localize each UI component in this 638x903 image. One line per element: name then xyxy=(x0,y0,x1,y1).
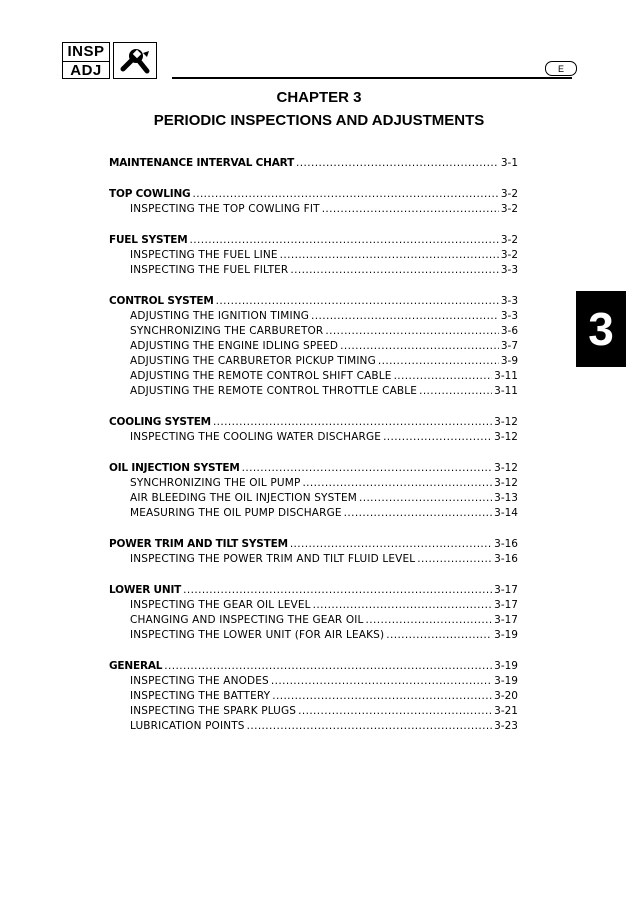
dot-leader xyxy=(271,674,492,689)
toc-subentry-page: 3-9 xyxy=(500,355,518,367)
toc-subentry-title: MEASURING THE OIL PUMP DISCHARGE xyxy=(130,507,342,519)
toc-section-entry-page: 3-2 xyxy=(500,188,518,200)
dot-leader xyxy=(366,613,493,628)
dot-leader xyxy=(272,689,492,704)
chapter-title: CHAPTER 3 xyxy=(276,89,362,106)
toc-section xyxy=(109,461,518,521)
toc-section-entry-title: FUEL SYSTEM xyxy=(109,234,188,246)
toc-subentry-page: 3-7 xyxy=(500,340,518,352)
dot-leader xyxy=(290,537,492,552)
toc-section-entry-title: COOLING SYSTEM xyxy=(109,416,211,428)
toc-subentry-page: 3-23 xyxy=(494,720,518,732)
toc-subentry[interactable] xyxy=(109,309,518,324)
toc-subentry-page: 3-12 xyxy=(494,431,518,443)
toc-section xyxy=(109,233,518,278)
toc-section-entry-page: 3-2 xyxy=(500,234,518,246)
toc-subentry-page: 3-3 xyxy=(500,310,518,322)
toc-subentry-title: INSPECTING THE GEAR OIL LEVEL xyxy=(130,599,311,611)
toc-subentry[interactable] xyxy=(109,719,518,734)
toc-subentry[interactable] xyxy=(109,552,518,567)
dot-leader xyxy=(296,156,499,171)
dot-leader xyxy=(378,354,499,369)
toc-section-entry-page: 3-1 xyxy=(500,157,518,169)
toc-section xyxy=(109,187,518,217)
toc-subentry[interactable] xyxy=(109,339,518,354)
toc-section-entry[interactable] xyxy=(109,156,518,171)
toc-section-entry-title: CONTROL SYSTEM xyxy=(109,295,214,307)
toc-subentry[interactable] xyxy=(109,491,518,506)
toc-subentry-page: 3-6 xyxy=(500,325,518,337)
section-badge xyxy=(62,42,110,79)
toc-section-entry-title: TOP COWLING xyxy=(109,188,191,200)
toc-subentry-title: INSPECTING THE LOWER UNIT (FOR AIR LEAKS) xyxy=(130,629,385,641)
toc-section-entry-title: POWER TRIM AND TILT SYSTEM xyxy=(109,538,288,550)
toc-subentry-title: ADJUSTING THE CARBURETOR PICKUP TIMING xyxy=(130,355,376,367)
dot-leader xyxy=(311,309,499,324)
toc-subentry[interactable] xyxy=(109,476,518,491)
toc-subentry-title: INSPECTING THE SPARK PLUGS xyxy=(130,705,297,717)
toc-section-entry[interactable] xyxy=(109,583,518,598)
toc-subentry-title: ADJUSTING THE IGNITION TIMING xyxy=(130,310,309,322)
toc-section-entry-page: 3-3 xyxy=(500,295,518,307)
dot-leader xyxy=(325,324,498,339)
language-tag: E xyxy=(545,61,577,76)
dot-leader xyxy=(192,187,498,202)
toc-section-entry-page: 3-12 xyxy=(494,462,518,474)
toc-section-entry[interactable] xyxy=(109,415,518,430)
dot-leader xyxy=(383,430,492,445)
badge-top-label: INSP xyxy=(63,43,109,62)
dot-leader xyxy=(302,476,492,491)
toc-section-entry[interactable] xyxy=(109,294,518,309)
toc-section-entry-title: OIL INJECTION SYSTEM xyxy=(109,462,240,474)
dot-leader xyxy=(419,384,492,399)
toc-subentry[interactable] xyxy=(109,384,518,399)
toc-subentry-page: 3-12 xyxy=(494,477,518,489)
toc-section-entry-page: 3-12 xyxy=(494,416,518,428)
toc-subentry-page: 3-19 xyxy=(494,629,518,641)
toc-section-entry-page: 3-16 xyxy=(494,538,518,550)
toc-subentry-title: ADJUSTING THE REMOTE CONTROL THROTTLE CABLE xyxy=(130,385,418,397)
dot-leader xyxy=(386,628,492,643)
toc-section-entry[interactable] xyxy=(109,461,518,476)
toc-subentry-title: LUBRICATION POINTS xyxy=(130,720,245,732)
toc-subentry[interactable] xyxy=(109,430,518,445)
toc-subentry-title: INSPECTING THE POWER TRIM AND TILT FLUID LEVEL xyxy=(130,553,416,565)
toc-section-entry[interactable] xyxy=(109,659,518,674)
toc-subentry-page: 3-11 xyxy=(494,385,518,397)
toc-subentry-title: CHANGING AND INSPECTING THE GEAR OIL xyxy=(130,614,364,626)
toc-subentry[interactable] xyxy=(109,248,518,263)
toc-subentry[interactable] xyxy=(109,704,518,719)
toc-section xyxy=(109,583,518,643)
toc-subentry-title: ADJUSTING THE REMOTE CONTROL SHIFT CABLE xyxy=(130,370,392,382)
toc-subentry-title: INSPECTING THE ANODES xyxy=(130,675,269,687)
toc-subentry-page: 3-17 xyxy=(494,599,518,611)
dot-leader xyxy=(190,233,499,248)
toc-section-entry-title: MAINTENANCE INTERVAL CHART xyxy=(109,157,295,169)
badge-bottom-label: ADJ xyxy=(70,61,102,79)
toc-subentry-page: 3-13 xyxy=(494,492,518,504)
toc-subentry[interactable] xyxy=(109,354,518,369)
toc-subentry-title: INSPECTING THE FUEL FILTER xyxy=(130,264,289,276)
toc-section-entry[interactable] xyxy=(109,187,518,202)
dot-leader xyxy=(322,202,499,217)
toc-subentry-title: ADJUSTING THE ENGINE IDLING SPEED xyxy=(130,340,339,352)
toc-subentry-title: INSPECTING THE TOP COWLING FIT xyxy=(130,203,320,215)
toc-section-entry[interactable] xyxy=(109,537,518,552)
toc-subentry[interactable] xyxy=(109,628,518,643)
dot-leader xyxy=(242,461,493,476)
toc-subentry-page: 3-14 xyxy=(494,507,518,519)
chapter-tab: 3 xyxy=(576,291,626,367)
header-rule xyxy=(172,77,572,79)
toc-subentry-page: 3-2 xyxy=(500,203,518,215)
toc-subentry-page: 3-21 xyxy=(494,705,518,717)
dot-leader xyxy=(340,339,499,354)
dot-leader xyxy=(344,506,493,521)
dot-leader xyxy=(298,704,492,719)
toc-subentry[interactable] xyxy=(109,598,518,613)
toc-subentry[interactable] xyxy=(109,689,518,704)
toc-section-entry-page: 3-19 xyxy=(494,660,518,672)
toc-subentry-page: 3-17 xyxy=(494,614,518,626)
toc-section xyxy=(109,659,518,734)
toc-subentry[interactable] xyxy=(109,324,518,339)
toc-subentry[interactable] xyxy=(109,506,518,521)
dot-leader xyxy=(213,415,492,430)
dot-leader xyxy=(290,263,498,278)
toc-subentry-title: SYNCHRONIZING THE CARBURETOR xyxy=(130,325,324,337)
toc-section-entry[interactable] xyxy=(109,233,518,248)
toc-subentry-title: INSPECTING THE FUEL LINE xyxy=(130,249,278,261)
toc-subentry-title: AIR BLEEDING THE OIL INJECTION SYSTEM xyxy=(130,492,357,504)
toc-section xyxy=(109,156,518,171)
toc-subentry-page: 3-3 xyxy=(500,264,518,276)
wrench-icon xyxy=(113,42,157,79)
dot-leader xyxy=(359,491,492,506)
dot-leader xyxy=(164,659,492,674)
dot-leader xyxy=(313,598,492,613)
toc-subentry-page: 3-11 xyxy=(494,370,518,382)
toc-section-entry-page: 3-17 xyxy=(494,584,518,596)
toc-subentry-title: SYNCHRONIZING THE OIL PUMP xyxy=(130,477,301,489)
chapter-subtitle: PERIODIC INSPECTIONS AND ADJUSTMENTS xyxy=(153,112,485,129)
toc-section xyxy=(109,415,518,445)
dot-leader xyxy=(247,719,493,734)
toc-subentry-page: 3-16 xyxy=(494,553,518,565)
toc-subentry-page: 3-19 xyxy=(494,675,518,687)
toc-subentry[interactable] xyxy=(109,369,518,384)
dot-leader xyxy=(183,583,492,598)
toc-subentry[interactable] xyxy=(109,263,518,278)
toc-section xyxy=(109,294,518,399)
dot-leader xyxy=(394,369,493,384)
table-of-contents xyxy=(109,156,518,750)
toc-subentry[interactable] xyxy=(109,613,518,628)
toc-section-entry-title: GENERAL xyxy=(109,660,163,672)
dot-leader xyxy=(280,248,499,263)
toc-subentry-page: 3-2 xyxy=(500,249,518,261)
toc-subentry-title: INSPECTING THE COOLING WATER DISCHARGE xyxy=(130,431,382,443)
toc-subentry[interactable] xyxy=(109,202,518,217)
toc-section xyxy=(109,537,518,567)
toc-subentry-title: INSPECTING THE BATTERY xyxy=(130,690,271,702)
toc-subentry[interactable] xyxy=(109,674,518,689)
dot-leader xyxy=(216,294,499,309)
toc-section-entry-title: LOWER UNIT xyxy=(109,584,182,596)
dot-leader xyxy=(417,552,492,567)
toc-subentry-page: 3-20 xyxy=(494,690,518,702)
